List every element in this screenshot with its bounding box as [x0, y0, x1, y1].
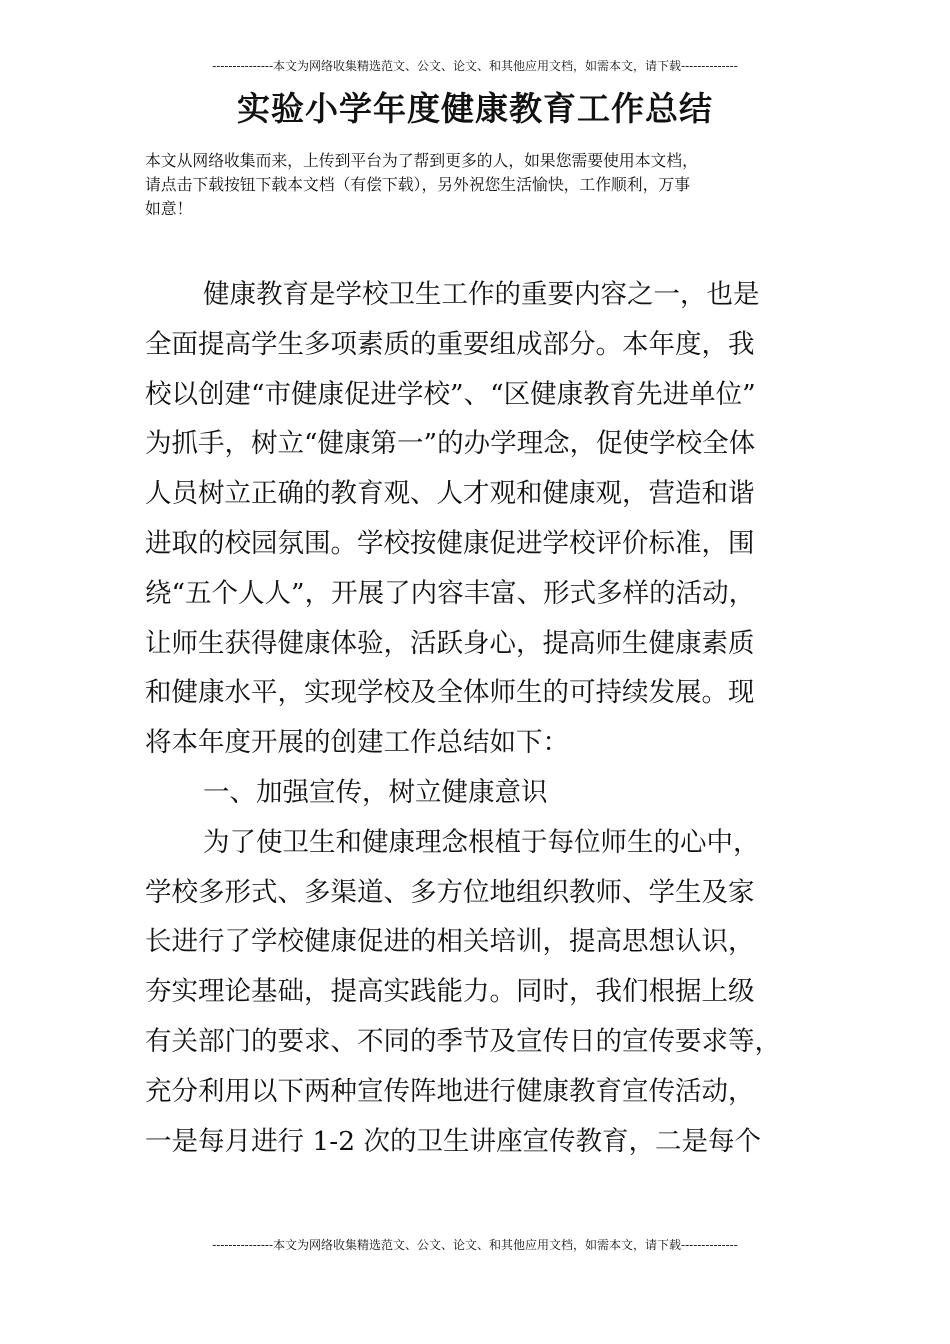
- document-title: 实验小学年度健康教育工作总结: [237, 89, 713, 128]
- footer-notice: ---------------本文为网络收集精选范文、公文、论文、和其他应用文档，如需本文，请下载--------------: [212, 1238, 738, 1252]
- body-line: 充分利用以下两种宣传阵地进行健康教育宣传活动，: [145, 1075, 755, 1107]
- section-heading: 一、加强宣传，树立健康意识: [203, 776, 548, 808]
- body-line: 全面提高学生多项素质的重要组成部分。本年度，我: [145, 328, 755, 360]
- body-line: 为抓手，树立“健康第一”的办学理念，促使学校全体: [145, 428, 756, 460]
- body-line: 有关部门的要求、不同的季节及宣传日的宣传要求等，: [145, 1025, 781, 1057]
- body-line: 将本年度开展的创建工作总结如下：: [145, 727, 569, 759]
- body-line: 让师生获得健康体验，活跃身心，提高师生健康素质: [145, 627, 755, 659]
- body-line: 夯实理论基础，提高实践能力。同时，我们根据上级: [145, 976, 755, 1008]
- document-body: [145, 270, 810, 1166]
- body-line: 健康教育是学校卫生工作的重要内容之一，也是: [203, 279, 760, 310]
- intro-line: 请点击下载按钮下载本文档（有偿下载），另外祝您生活愉快，工作顺利，万事: [145, 175, 690, 194]
- intro-line: 本文从网络收集而来，上传到平台为了帮到更多的人，如果您需要使用本文档，: [145, 151, 698, 170]
- body-line: 学校多形式、多渠道、多方位地组织教师、学生及家: [145, 876, 755, 908]
- body-line: 人员树立正确的教育观、人才观和健康观，营造和谐: [145, 478, 755, 510]
- body-line: 绕“五个人人”，开展了内容丰富、形式多样的活动，: [145, 577, 756, 609]
- body-line: 为了使卫生和健康理念根植于每位师生的心中，: [203, 826, 760, 858]
- intro-line: 如意！: [145, 199, 193, 218]
- body-line: 一是每月进行 1-2 次的卫生讲座宣传教育，二是每个: [145, 1125, 762, 1157]
- body-line: 校以创建“市健康促进学校”、“区健康教育先进单位”: [145, 378, 756, 410]
- body-line: 进取的校园氛围。学校按健康促进学校评价标准，围: [145, 527, 755, 559]
- body-line: 长进行了学校健康促进的相关培训，提高思想认识，: [145, 926, 755, 958]
- body-line: 和健康水平，实现学校及全体师生的可持续发展。现: [145, 677, 755, 709]
- header-notice: ---------------本文为网络收集精选范文、公文、论文、和其他应用文档，如需本文，请下载--------------: [212, 59, 738, 73]
- intro-paragraph: [145, 149, 810, 221]
